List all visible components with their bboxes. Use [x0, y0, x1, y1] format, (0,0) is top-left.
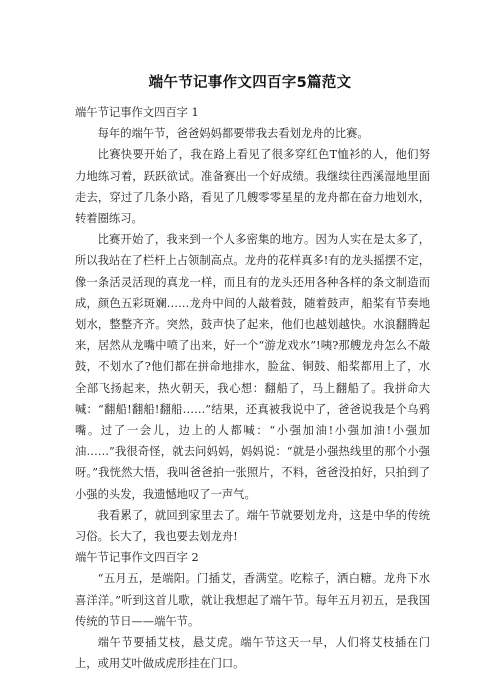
section-heading: 端午节记事作文四百字 2 [75, 551, 199, 565]
document-title: 端午节记事作文四百字5篇范文 [148, 75, 352, 91]
body-paragraph: 每年的端午节，爸爸妈妈都要带我去看划龙舟的比赛。 [97, 127, 369, 141]
body-paragraph: 端午节要插艾枝，悬艾虎。端午节这天一早，人们将艾枝插在门上，或用艾叶做成虎形挂在门口。 [75, 636, 430, 671]
body-paragraph: 比赛开始了，我来到一个人多密集的地方。因为人实在是太多了，所以我站在了栏杆上占领制高点。龙舟的花样真多!有的龙头摇摆不定，像一条活灵活现的真龙一样，而且有的龙头还用各种各样的条文制造而成，颜色五彩斑斓……龙舟中间的人敲着鼓，随着鼓声，船桨有节奏地划水，整整齐齐。突然，鼓声快了起来，他们也越划越快。水浪翻腾起来，居然从龙嘴中喷了出来，好一个“游龙戏水”!咦?那艘龙舟怎么不敲鼓，不划水了?他们都在拼命地排水，脸盆、铜鼓、船桨都用上了，水全部飞扬起来，热火朝天，我心想：翻船了，马上翻船了。我拼命大喊：“翻船!翻船!翻船……”结果，还真被我说中了，爸爸说我是个乌鸦嘴。过了一会儿，边上的人都喊：“小强加油!小强加油!小强加油……”我很奇怪，就去问妈妈，妈妈说：“就是小强热线里的那个小强呀。”我恍然大悟，我叫爸爸拍一张照片，不料，爸爸没拍好，只拍到了小强的头发，我遗憾地叹了一声气。 [75, 233, 430, 501]
section-heading: 端午节记事作文四百字 1 [75, 106, 199, 119]
document-body [75, 102, 430, 674]
body-paragraph: 比赛快要开始了，我在路上看见了很多穿红色T恤衫的人，他们努力地练习着，跃跃欲试。准备赛出一个好成绩。我继续往西溪湿地里面走去，穿过了几条小路，看见了几艘零零星星的龙舟都在奋力地划水，转着圈练习。 [75, 148, 430, 226]
body-paragraph: “五月五，是端阳。门插艾，香满堂。吃粽子，洒白糖。龙舟下水喜洋洋。”听到这首儿歌，就让我想起了端午节。每年五月初五，是我国传统的节日——端午节。 [75, 572, 430, 628]
body-paragraph: 我看累了，就回到家里去了。端午节就要划龙舟，这是中华的传统习俗。长大了，我也要去划龙舟! [75, 508, 430, 544]
